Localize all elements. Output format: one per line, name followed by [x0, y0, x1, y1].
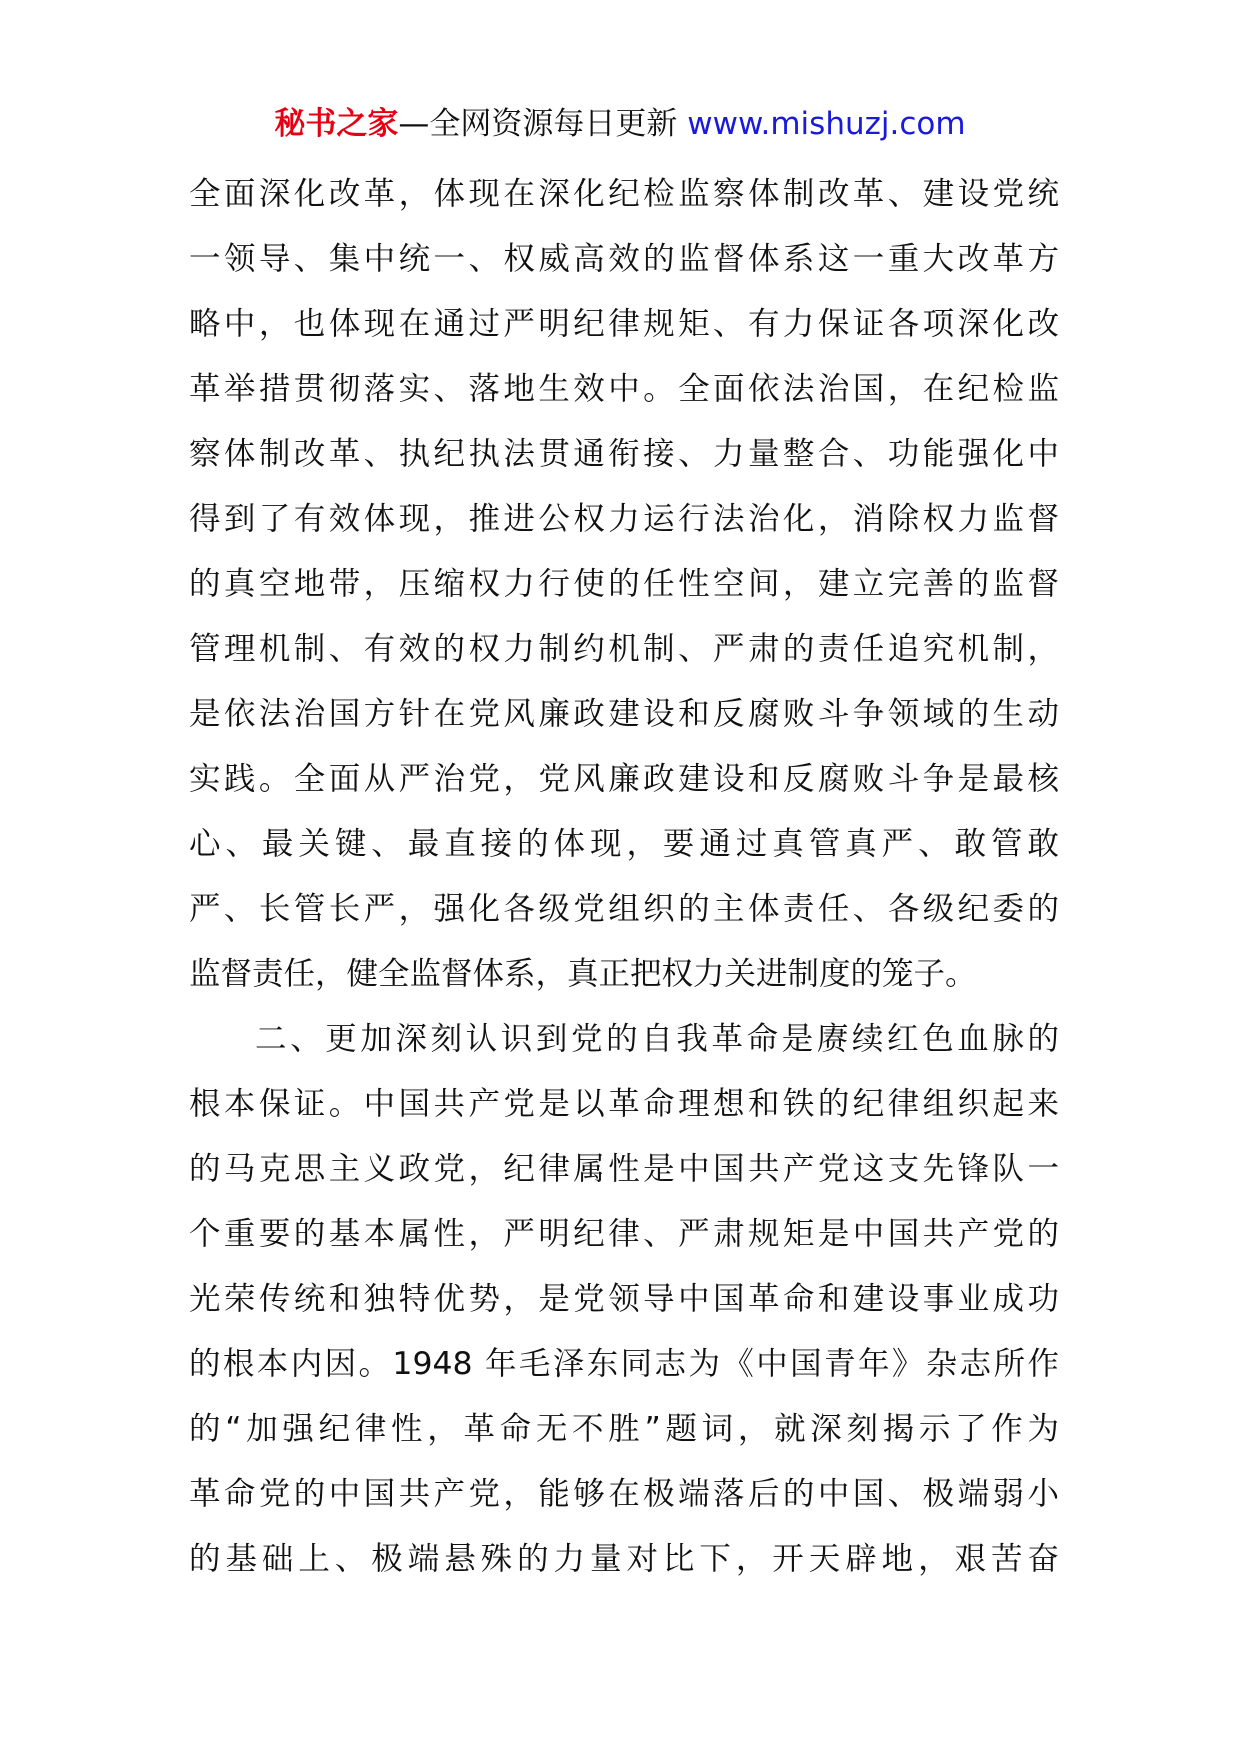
text-line: 的基础上、极端悬殊的力量对比下，开天辟地，艰苦奋 [189, 1541, 1059, 1577]
text-line: 略中，也体现在通过严明纪律规矩、有力保证各项深化改 [189, 306, 1059, 342]
text-line: 光荣传统和独特优势，是党领导中国革命和建设事业成功 [189, 1281, 1059, 1317]
text-line: 革举措贯彻落实、落地生效中。全面依法治国，在纪检监 [189, 371, 1059, 407]
text-line: 一领导、集中统一、权威高效的监督体系这一重大改革方 [189, 241, 1059, 277]
text-line: 的真空地带，压缩权力行使的任性空间，建立完善的监督 [189, 566, 1059, 602]
text-line: 得到了有效体现，推进公权力运行法治化，消除权力监督 [189, 501, 1059, 537]
text-line: 心、最关键、最直接的体现，要通过真管真严、敢管敢 [189, 826, 1059, 862]
text-line: 的马克思主义政党，纪律属性是中国共产党这支先锋队一 [189, 1151, 1059, 1187]
text-line: 察体制改革、执纪执法贯通衔接、力量整合、功能强化中 [189, 436, 1059, 472]
brand-name: 秘书之家 [274, 106, 399, 142]
text-line: 革命党的中国共产党，能够在极端落后的中国、极端弱小 [189, 1476, 1059, 1512]
text-line: 的“加强纪律性，革命无不胜”题词，就深刻揭示了作为 [189, 1411, 1059, 1447]
website-link[interactable]: www.mishuzj.com [687, 106, 966, 142]
text-line: 严、长管长严，强化各级党组织的主体责任、各级纪委的 [189, 891, 1059, 927]
text-line: 的根本内因。1948 年毛泽东同志为《中国青年》杂志所作 [189, 1346, 1059, 1382]
text-line: 实践。全面从严治党，党风廉政建设和反腐败斗争是最核 [189, 761, 1059, 797]
text-line: 根本保证。中国共产党是以革命理想和铁的纪律组织起来 [189, 1086, 1059, 1122]
text-line: 全面深化改革，体现在深化纪检监察体制改革、建设党统 [189, 176, 1059, 212]
text-line: 监督责任，健全监督体系，真正把权力关进制度的笼子。 [189, 956, 977, 992]
text-line: 二、更加深刻认识到党的自我革命是赓续红色血脉的 [255, 1021, 1059, 1057]
header-tagline: —全网资源每日更新 [398, 106, 688, 142]
text-line: 是依法治国方针在党风廉政建设和反腐败斗争领域的生动 [189, 696, 1059, 732]
text-line: 个重要的基本属性，严明纪律、严肃规矩是中国共产党的 [189, 1216, 1059, 1252]
text-line: 管理机制、有效的权力制约机制、严肃的责任追究机制， [189, 631, 1059, 667]
page-header [0, 102, 1240, 146]
document-body [189, 162, 1059, 1592]
